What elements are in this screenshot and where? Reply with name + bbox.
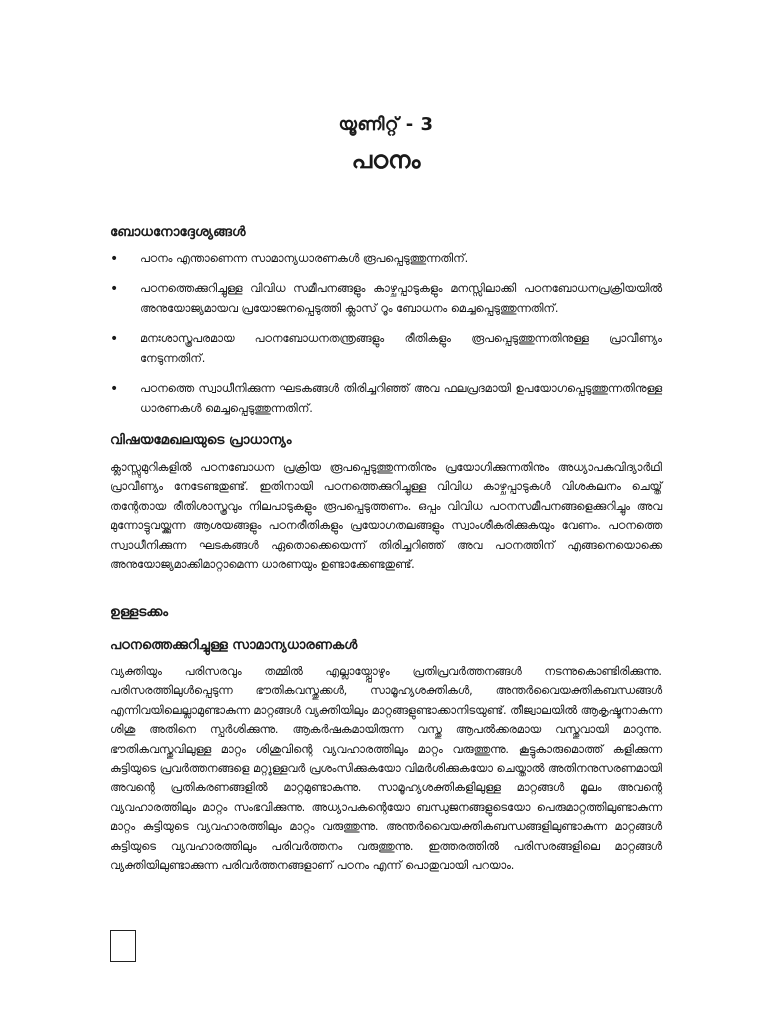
importance-paragraph: ക്ലാസ്സുമുറികളിൽ പഠനബോധന പ്രക്രിയ രൂപപ്പെടുത്തുന്നതിനും പ്രയോഗിക്കുന്നതിനും അധ്യാപകവിദ്യാർഥി പ്രാവീണ്യം നേടേണ്ടതുണ്ട്. ഇതിനായി പഠനത്തെക്കുറിച്ചുള്ള വിവിധ കാഴ്ചപ്പാടുകൾ വിശകലനം ചെയ്ത് തന്റേതായ രീതിശാസ്ത്രവും നിലപാടുകളും രൂപപ്പെടുത്തണം. ഒപ്പം വിവിധ പഠനസമീപനങ്ങളെക്കുറിച്ചും അവ മുന്നോട്ടുവയ്ക്കുന്ന ആശയങ്ങളും പഠനരീതികളും പ്രയോഗതലങ്ങളും സ്വാംശീകരിക്കുകയും വേണം. പഠനത്തെ സ്വാധീനിക്കുന്ന ഘടകങ്ങൾ ഏതൊക്കെയെന്ന് തിരിച്ചറിഞ്ഞ് അവ പഠനത്തിന് എങ്ങനെയൊക്കെ അനുയോജ്യമാക്കിമാറ്റാമെന്ന ധാരണയും ഉണ്ടാക്കേണ്ടതുണ്ട്.: [110, 461, 662, 572]
bullet-icon: •: [110, 281, 119, 297]
contents-paragraph: വ്യക്തിയും പരിസരവും തമ്മിൽ എല്ലായ്പ്പോഴും പ്രതിപ്രവർത്തനങ്ങൾ നടന്നുകൊണ്ടിരിക്കുന്നു. പരിസരത്തിലുൾപ്പെടുന്ന ഭൗതികവസ്തുക്കൾ, സാമൂഹ്യശക്തികൾ, അന്തർവൈയക്തികബന്ധങ്ങൾ എന്നിവയിലെല്ലാമുണ്ടാകുന്ന മാറ്റങ്ങൾ വ്യക്തിയിലും മാറ്റങ്ങളുണ്ടാക്കാനിടയുണ്ട്. തീജ്വാലയിൽ ആകൃഷ്ടനാകുന്ന ശിശു അതിനെ സ്പർശിക്കുന്നു. ആകർഷകമായിരുന്ന വസ്തു ആപൽക്കരമായ വസ്തുവായി മാറുന്നു. ഭൗതികവസ്തുവിലുള്ള മാറ്റം ശിശുവിന്റെ വ്യവഹാരത്തിലും മാറ്റം വരുത്തുന്നു. കൂട്ടുകാരുമൊത്ത് കളിക്കുന്ന കുട്ടിയുടെ പ്രവർത്തനങ്ങളെ മറ്റുള്ളവർ പ്രശംസിക്കുകയോ വിമർശിക്കുകയോ ചെയ്താൽ അതിനനുസരണമായി അവന്റെ പ്രതികരണങ്ങളിൽ മാറ്റമുണ്ടാകുന്നു. സാമൂഹ്യശക്തികളിലുള്ള മാറ്റങ്ങൾ മൂലം അവന്റെ വ്യവഹാരത്തിലും മാറ്റം സംഭവിക്കുന്നു. അധ്യാപകന്റെയോ ബന്ധുജനങ്ങളുടെയോ പെരുമാറ്റത്തിലുണ്ടാകുന്ന മാറ്റം കുട്ടിയുടെ വ്യവഹാരത്തിലും മാറ്റം വരുത്തുന്നു. അന്തർവൈയക്തികബന്ധങ്ങളിലുണ്ടാകുന്ന മാറ്റങ്ങൾ കുട്ടിയുടെ വ്യവഹാരത്തിലും പരിവർത്തനം വരുത്തുന്നു. ഇത്തരത്തിൽ പരിസരങ്ങളിലെ മാറ്റങ്ങൾ വ്യക്തിയിലുണ്ടാക്കുന്ന പരിവർത്തനങ്ങളാണ് പഠനം എന്ന് പൊതുവായി പറയാം.: [110, 665, 662, 873]
contents-subheading: പഠനത്തെക്കുറിച്ചുള്ള സാമാന്യധാരണകൾ: [110, 638, 358, 653]
bullet-icon: •: [110, 381, 119, 397]
unit-number: യൂണിറ്റ് - 3: [338, 114, 434, 135]
list-item: [110, 329, 662, 369]
page-number-box: [110, 930, 136, 962]
list-item-text: പഠനം എന്താണെന്ന സാമാന്യധാരണകൾ രൂപപ്പെടുത്തുന്നതിന്.: [140, 252, 469, 265]
list-item-text: മനഃശാസ്ത്രപരമായ പഠനബോധനതന്ത്രങ്ങളും രീതികളും രൂപപ്പെടുത്തുന്നതിനുള്ള പ്രാവീണ്യം നേടുന്നതിന്.: [140, 332, 662, 365]
objectives-list: [110, 249, 662, 429]
objectives-heading: ബോധനോദ്ദേശ്യങ്ങൾ: [110, 224, 246, 240]
list-item: [110, 379, 662, 419]
page-title: പഠനം: [351, 146, 421, 174]
list-item: [110, 249, 662, 269]
importance-heading: വിഷയമേഖലയുടെ പ്രാധാന്യം: [110, 432, 292, 448]
bullet-icon: •: [110, 251, 119, 267]
bullet-icon: •: [110, 331, 119, 347]
list-item: [110, 279, 662, 319]
list-item-text: പഠനത്തെക്കുറിച്ചുള്ള വിവിധ സമീപനങ്ങളും കാഴ്ചപ്പാടുകളും മനസ്സിലാക്കി പഠനബോധനപ്രക്രിയയിൽ അനുയോജ്യമായവ പ്രയോജനപ്പെടുത്തി ക്ലാസ് റൂം ബോധനം മെച്ചപ്പെടുത്തുന്നതിന്.: [140, 282, 662, 315]
contents-heading: ഉള്ളടക്കം: [110, 604, 169, 620]
list-item-text: പഠനത്തെ സ്വാധീനിക്കുന്ന ഘടകങ്ങൾ തിരിച്ചറിഞ്ഞ് അവ ഫലപ്രദമായി ഉപയോഗപ്പെടുത്തുന്നതിനുള്ള ധാരണകൾ മെച്ചപ്പെടുത്തുന്നതിന്.: [140, 382, 662, 415]
